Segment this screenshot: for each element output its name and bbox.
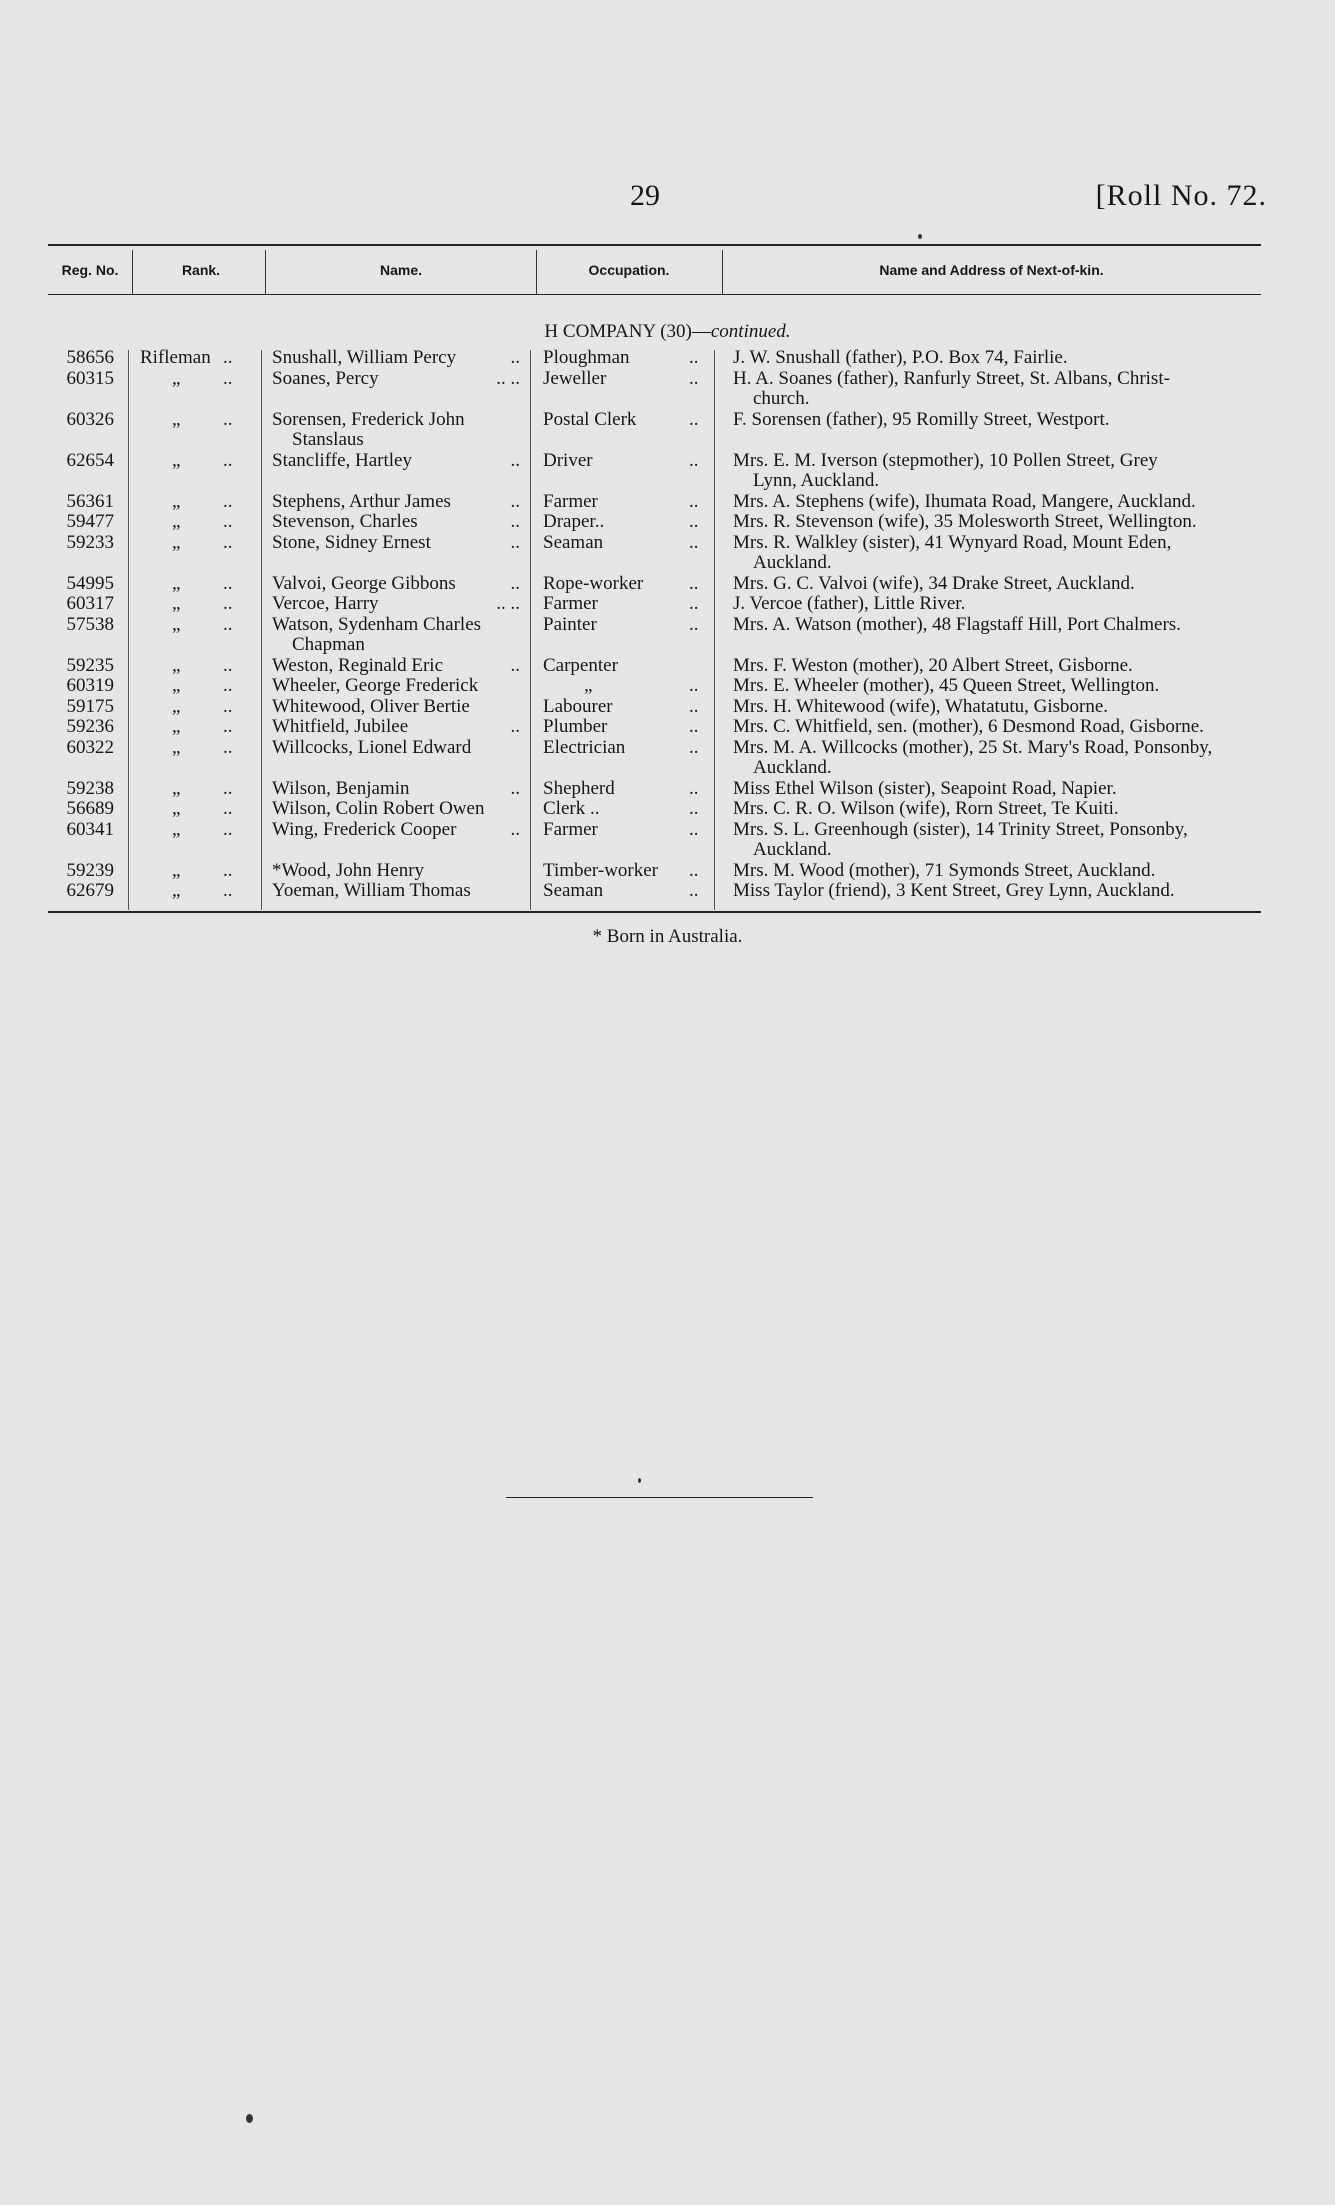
rank: „ <box>172 818 181 840</box>
rank: „ <box>172 695 181 717</box>
table-row <box>0 697 1335 718</box>
table-row <box>0 779 1335 800</box>
rank-leader: .. <box>223 511 233 532</box>
next-of-kin: F. Sorensen (father), 95 Romilly Street, Westport. <box>733 408 1110 430</box>
member-name-continued: Chapman <box>292 634 365 655</box>
rank: „ <box>172 880 181 901</box>
reg-no: 59233 <box>66 531 114 553</box>
member-name: Stone, Sidney Ernest <box>272 531 431 553</box>
occupation-leader: .. <box>689 880 699 901</box>
rank: „ <box>172 798 181 819</box>
rank-leader: .. <box>223 798 233 819</box>
occupation: „ <box>584 675 593 696</box>
next-of-kin: Mrs. C. R. O. Wilson (wife), Rorn Street, Te Kuiti. <box>733 798 1119 819</box>
next-of-kin: Miss Ethel Wilson (sister), Seapoint Road, Napier. <box>733 777 1117 799</box>
rank: „ <box>172 736 181 758</box>
member-name: Snushall, William Percy <box>272 347 457 368</box>
reg-no: 60341 <box>66 818 114 840</box>
next-of-kin: Mrs. R. Stevenson (wife), 35 Molesworth Street, Wellington. <box>733 511 1197 532</box>
name-leader: .. <box>510 654 520 676</box>
rank-leader: .. <box>223 449 233 471</box>
reg-no: 59477 <box>66 511 114 532</box>
occupation: Labourer <box>543 695 613 717</box>
roll-label: [Roll No. 72. <box>1095 179 1267 212</box>
member-name: Stancliffe, Hartley <box>272 449 412 471</box>
member-name: Wing, Frederick Cooper <box>272 818 457 840</box>
occupation-leader: .. <box>689 675 699 696</box>
occupation: Seaman <box>543 880 604 901</box>
name-leader: .. <box>510 490 520 512</box>
rank-leader: .. <box>223 367 233 389</box>
rank-leader: .. <box>223 675 233 696</box>
table-row <box>0 738 1335 779</box>
occupation-leader: .. <box>689 777 699 799</box>
reg-no: 60315 <box>66 367 114 389</box>
rank: „ <box>172 654 181 676</box>
header-separator <box>722 250 723 294</box>
reg-no: 60319 <box>66 675 114 696</box>
reg-no: 56361 <box>66 490 114 512</box>
rank: „ <box>172 613 181 635</box>
member-name: *Wood, John Henry <box>272 859 425 881</box>
rank: „ <box>172 531 181 553</box>
occupation-leader: .. <box>689 716 699 737</box>
reg-no: 59236 <box>66 716 114 737</box>
rank-leader: .. <box>223 736 233 758</box>
table-row <box>0 594 1335 615</box>
member-name: Sorensen, Frederick John <box>272 408 465 430</box>
reg-no: 59238 <box>66 777 114 799</box>
rank-leader: .. <box>223 408 233 430</box>
rank: Rifleman <box>140 347 211 368</box>
occupation: Farmer <box>543 818 598 840</box>
member-name-continued: Stanslaus <box>292 429 364 450</box>
header-rank: Rank. <box>181 262 221 278</box>
table-row <box>0 656 1335 677</box>
member-name: Stevenson, Charles <box>272 511 418 532</box>
member-name: Soanes, Percy <box>272 367 379 389</box>
member-name: Vercoe, Harry <box>272 593 379 614</box>
closing-rule <box>506 1497 813 1498</box>
occupation-leader: .. <box>689 818 699 840</box>
occupation: Rope-worker <box>543 572 644 594</box>
reg-no: 57538 <box>66 613 114 635</box>
rank: „ <box>172 859 181 881</box>
header-next-of-kin: Name and Address of Next-of-kin. <box>879 262 1104 278</box>
reg-no: 60322 <box>66 736 114 758</box>
member-name: Yoeman, William Thomas <box>272 880 471 901</box>
occupation: Timber-worker <box>543 859 659 881</box>
occupation-leader: .. <box>689 593 699 614</box>
rank: „ <box>172 593 181 614</box>
table-row <box>0 820 1335 861</box>
name-leader: .. <box>510 572 520 594</box>
table-row <box>0 615 1335 656</box>
next-of-kin: Mrs. F. Weston (mother), 20 Albert Street, Gisborne. <box>733 654 1133 676</box>
reg-no: 58656 <box>66 347 114 368</box>
member-name: Willcocks, Lionel Edward <box>272 736 472 758</box>
next-of-kin: Mrs. S. L. Greenhough (sister), 14 Trinity Street, Ponsonby, <box>733 818 1188 840</box>
rank: „ <box>172 572 181 594</box>
occupation: Carpenter <box>543 654 618 676</box>
table-row <box>0 676 1335 697</box>
occupation-leader: .. <box>689 859 699 881</box>
occupation-leader: .. <box>689 408 699 430</box>
member-name: Wilson, Colin Robert Owen <box>272 798 485 819</box>
member-name: Valvoi, George Gibbons <box>272 572 456 594</box>
table-row <box>0 410 1335 451</box>
occupation-leader: .. <box>689 736 699 758</box>
table-row <box>0 574 1335 595</box>
table-row <box>0 881 1335 902</box>
next-of-kin: H. A. Soanes (father), Ranfurly Street, St. Albans, Christ- <box>733 367 1170 389</box>
name-leader: .. .. <box>496 593 520 614</box>
next-of-kin: Miss Taylor (friend), 3 Kent Street, Grey Lynn, Auckland. <box>733 880 1175 901</box>
next-of-kin-continued: Auckland. <box>753 757 832 778</box>
rank-leader: .. <box>223 593 233 614</box>
occupation-leader: .. <box>689 449 699 471</box>
occupation: Shepherd <box>543 777 615 799</box>
member-name: Weston, Reginald Eric <box>272 654 444 676</box>
header-name: Name. <box>379 262 423 278</box>
occupation: Plumber <box>543 716 608 737</box>
occupation-leader: .. <box>689 490 699 512</box>
occupation-leader: .. <box>689 613 699 635</box>
rank-leader: .. <box>223 777 233 799</box>
name-leader: .. <box>510 531 520 553</box>
occupation: Clerk .. <box>543 798 600 819</box>
reg-no: 54995 <box>66 572 114 594</box>
member-name: Whitewood, Oliver Bertie <box>272 695 470 717</box>
name-leader: .. <box>510 347 520 368</box>
footnote: * Born in Australia. <box>592 926 743 947</box>
occupation: Electrician <box>543 736 626 758</box>
occupation-leader: .. <box>689 367 699 389</box>
occupation: Farmer <box>543 593 598 614</box>
section-title: H COMPANY (30)— <box>544 321 711 342</box>
member-name: Wilson, Benjamin <box>272 777 410 799</box>
rank-leader: .. <box>223 818 233 840</box>
occupation: Draper.. <box>543 511 605 532</box>
reg-no: 62654 <box>66 449 114 471</box>
rank-leader: .. <box>223 695 233 717</box>
occupation-leader: .. <box>689 347 699 368</box>
rank-leader: .. <box>223 859 233 881</box>
rank-leader: .. <box>223 347 233 368</box>
name-leader: .. .. <box>496 367 520 389</box>
occupation: Farmer <box>543 490 598 512</box>
rank-leader: .. <box>223 490 233 512</box>
occupation: Driver <box>543 449 593 471</box>
header-occupation: Occupation. <box>588 262 670 278</box>
occupation: Jeweller <box>543 367 607 389</box>
next-of-kin: Mrs. A. Stephens (wife), Ihumata Road, Mangere, Auckland. <box>733 490 1196 512</box>
name-leader: .. <box>510 777 520 799</box>
reg-no: 59235 <box>66 654 114 676</box>
next-of-kin: Mrs. A. Watson (mother), 48 Flagstaff Hill, Port Chalmers. <box>733 613 1181 635</box>
rank: „ <box>172 367 181 389</box>
rank-leader: .. <box>223 654 233 676</box>
occupation: Painter <box>543 613 597 635</box>
reg-no: 60326 <box>66 408 114 430</box>
table-row <box>0 369 1335 410</box>
name-leader: .. <box>510 511 520 532</box>
next-of-kin: Mrs. M. Wood (mother), 71 Symonds Street, Auckland. <box>733 859 1156 881</box>
next-of-kin: Mrs. H. Whitewood (wife), Whatatutu, Gisborne. <box>733 695 1108 717</box>
rank: „ <box>172 408 181 430</box>
rank: „ <box>172 490 181 512</box>
next-of-kin: Mrs. R. Walkley (sister), 41 Wynyard Road, Mount Eden, <box>733 531 1172 553</box>
table-row <box>0 799 1335 820</box>
reg-no: 59175 <box>66 695 114 717</box>
next-of-kin-continued: church. <box>753 388 810 409</box>
rank-leader: .. <box>223 716 233 737</box>
next-of-kin: Mrs. C. Whitfield, sen. (mother), 6 Desmond Road, Gisborne. <box>733 716 1204 737</box>
header-separator <box>132 250 133 294</box>
rank-leader: .. <box>223 613 233 635</box>
table-row <box>0 861 1335 882</box>
table-row <box>0 717 1335 738</box>
occupation: Seaman <box>543 531 604 553</box>
occupation: Postal Clerk <box>543 408 637 430</box>
section-continued: continued. <box>710 321 791 342</box>
scan-speck <box>918 234 922 239</box>
rank: „ <box>172 511 181 532</box>
occupation-leader: .. <box>689 531 699 553</box>
next-of-kin: Mrs. G. C. Valvoi (wife), 34 Drake Street, Auckland. <box>733 572 1135 594</box>
member-name: Watson, Sydenham Charles <box>272 613 482 635</box>
next-of-kin: J. Vercoe (father), Little River. <box>733 593 966 614</box>
table-row <box>0 451 1335 492</box>
next-of-kin-continued: Auckland. <box>753 552 832 573</box>
rank-leader: .. <box>223 880 233 901</box>
table-row <box>0 492 1335 513</box>
header-top-rule <box>48 244 1261 246</box>
table-row <box>0 533 1335 574</box>
rank: „ <box>172 449 181 471</box>
rank-leader: .. <box>223 531 233 553</box>
rank: „ <box>172 777 181 799</box>
header-bottom-rule <box>48 294 1261 295</box>
reg-no: 59239 <box>66 859 114 881</box>
header-separator <box>536 250 537 294</box>
next-of-kin: Mrs. E. Wheeler (mother), 45 Queen Street, Wellington. <box>733 675 1160 696</box>
next-of-kin-continued: Auckland. <box>753 839 832 860</box>
header-separator <box>265 250 266 294</box>
member-name: Whitfield, Jubilee <box>272 716 409 737</box>
name-leader: .. <box>510 716 520 737</box>
reg-no: 56689 <box>66 798 114 819</box>
occupation: Ploughman <box>543 347 630 368</box>
occupation-leader: .. <box>689 511 699 532</box>
next-of-kin: Mrs. M. A. Willcocks (mother), 25 St. Mary's Road, Ponsonby, <box>733 736 1213 758</box>
rank: „ <box>172 675 181 696</box>
reg-no: 62679 <box>66 880 114 901</box>
rank: „ <box>172 716 181 737</box>
scan-speck <box>246 2114 253 2123</box>
occupation-leader: .. <box>689 798 699 819</box>
occupation-leader: .. <box>689 572 699 594</box>
reg-no: 60317 <box>66 593 114 614</box>
header-reg-no: Reg. No. <box>61 262 119 278</box>
name-leader: .. <box>510 818 520 840</box>
next-of-kin-continued: Lynn, Auckland. <box>753 470 880 491</box>
scan-speck <box>638 1478 641 1483</box>
rank-leader: .. <box>223 572 233 594</box>
name-leader: .. <box>510 449 520 471</box>
occupation-leader: .. <box>689 695 699 717</box>
next-of-kin: Mrs. E. M. Iverson (stepmother), 10 Pollen Street, Grey <box>733 449 1158 471</box>
page-number: 29 <box>630 179 660 212</box>
table-row <box>0 348 1335 369</box>
member-name: Wheeler, George Frederick <box>272 675 479 696</box>
table-row <box>0 512 1335 533</box>
section-heading <box>0 320 1335 344</box>
table-bottom-rule <box>48 911 1261 913</box>
member-name: Stephens, Arthur James <box>272 490 451 512</box>
next-of-kin: J. W. Snushall (father), P.O. Box 74, Fairlie. <box>733 347 1068 368</box>
